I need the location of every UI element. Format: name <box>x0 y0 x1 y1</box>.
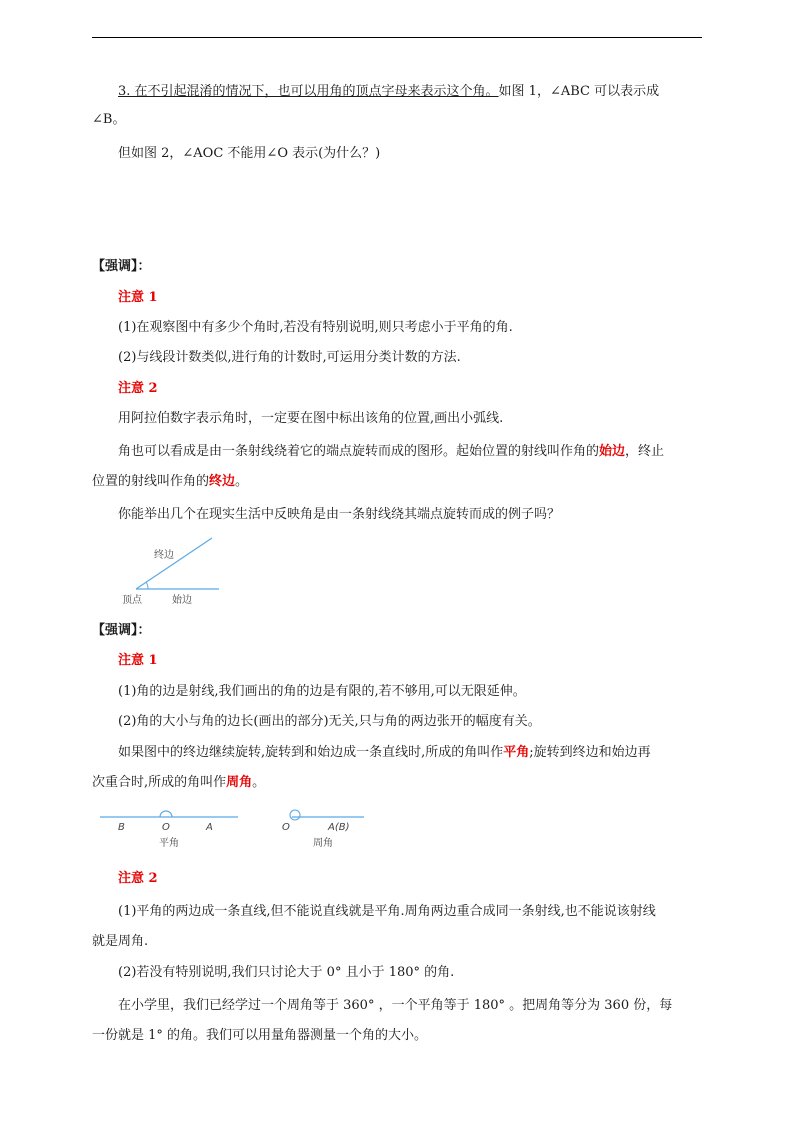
full-angle-caption: 周角 <box>313 838 333 849</box>
straight-angle-arc <box>160 811 172 817</box>
terminal-side-line <box>136 538 212 589</box>
straight-full-angle-figure <box>96 804 371 852</box>
note2-item1-line2: 就是周角. <box>92 934 149 949</box>
note1-title-2: 注意 1 <box>118 653 158 668</box>
full-text-b: 。 <box>252 775 266 790</box>
straight-label-b: B <box>118 822 125 833</box>
label-terminal-side: 终边 <box>154 550 174 561</box>
emphasis-heading-2: 【强调】： <box>92 623 151 638</box>
straight-angle-line1 <box>118 743 651 763</box>
full-label-o: O <box>282 822 290 833</box>
definition-line1 <box>118 442 664 462</box>
definition-line2 <box>92 472 248 492</box>
definition-text-d: 。 <box>235 474 249 489</box>
note1-item-1: (1)在观察图中有多少个角时,若没有特别说明,则只考虑小于平角的角. <box>118 320 513 335</box>
question-text: 你能举出几个在现实生活中反映角是由一条射线绕其端点旋转而成的例子吗？ <box>118 507 561 522</box>
section3-line1 <box>118 82 659 102</box>
label-initial-side: 始边 <box>172 595 192 606</box>
full-text-a: 次重合时,所成的角叫作 <box>92 775 227 790</box>
definition-text-a: 角也可以看成是由一条射线绕着它的端点旋转而成的图形。起始位置的射线叫作角的 <box>118 444 600 459</box>
definition-text-b: ，终止 <box>625 444 665 459</box>
note1-title-1: 注意 1 <box>118 290 158 305</box>
full-angle-line <box>92 773 265 793</box>
straight-angle-caption: 平角 <box>159 838 179 849</box>
straight-label-o: O <box>162 822 170 833</box>
full-angle-circle <box>290 810 300 820</box>
label-vertex: 顶点 <box>122 595 142 606</box>
term-initial-side: 始边 <box>599 444 626 459</box>
note1-item-2: (2)与线段计数类似,进行角的计数时,可运用分类计数的方法. <box>118 350 461 365</box>
note1-item-3: (1)角的边是射线,我们画出的角的边是有限的,若不够用,可以无限延伸。 <box>118 684 526 699</box>
degree-paragraph-line1: 在小学里，我们已经学过一个周角等于 360° ，一个平角等于 180° 。把周角等分为 360 份，每 <box>118 998 673 1013</box>
emphasis-heading-1: 【强调】： <box>92 259 151 274</box>
section3-rest: 如图 1，∠ABC 可以表示成 <box>498 84 660 99</box>
straight-text-a: 如果图中的终边继续旋转,旋转到和始边成一条直线时,所成的角叫作 <box>118 745 504 760</box>
note2-item2: (2)若没有特别说明,我们只讨论大于 0° 且小于 180° 的角. <box>118 965 455 980</box>
note2-title-1: 注意 2 <box>118 381 158 396</box>
ray-rotation-figure <box>115 532 230 607</box>
degree-paragraph-line2: 一份就是 1° 的角。我们可以用量角器测量一个角的大小。 <box>92 1028 428 1043</box>
section3-underlined: 3. 在不引起混淆的情况下，也可以用角的顶点字母来表示这个角。 <box>118 84 499 99</box>
angle-arc <box>146 582 148 589</box>
term-full-angle: 周角 <box>226 775 253 790</box>
section3-line2: 但如图 2，∠AOC 不能用∠O 表示(为什么？) <box>118 146 381 161</box>
definition-text-c: 位置的射线叫作角的 <box>92 474 210 489</box>
note2-text-1: 用阿拉伯数字表示角时，一定要在图中标出该角的位置,画出小弧线. <box>118 411 504 426</box>
term-terminal-side: 终边 <box>209 474 236 489</box>
full-label-ab: A(B) <box>328 822 350 833</box>
straight-text-b: ;旋转到终边和始边再 <box>529 745 651 760</box>
term-straight-angle: 平角 <box>503 745 530 760</box>
straight-label-a: A <box>206 822 213 833</box>
note2-title-2: 注意 2 <box>118 871 158 886</box>
note1-item-4: (2)角的大小与角的边长(画出的部分)无关,只与角的两边张开的幅度有关。 <box>118 714 541 729</box>
section3-cont: ∠B。 <box>92 112 126 127</box>
note2-item1-line1: (1)平角的两边成一条直线,但不能说直线就是平角.周角两边重合成同一条射线,也不能说该射线 <box>118 904 656 919</box>
header-rule <box>92 37 702 38</box>
